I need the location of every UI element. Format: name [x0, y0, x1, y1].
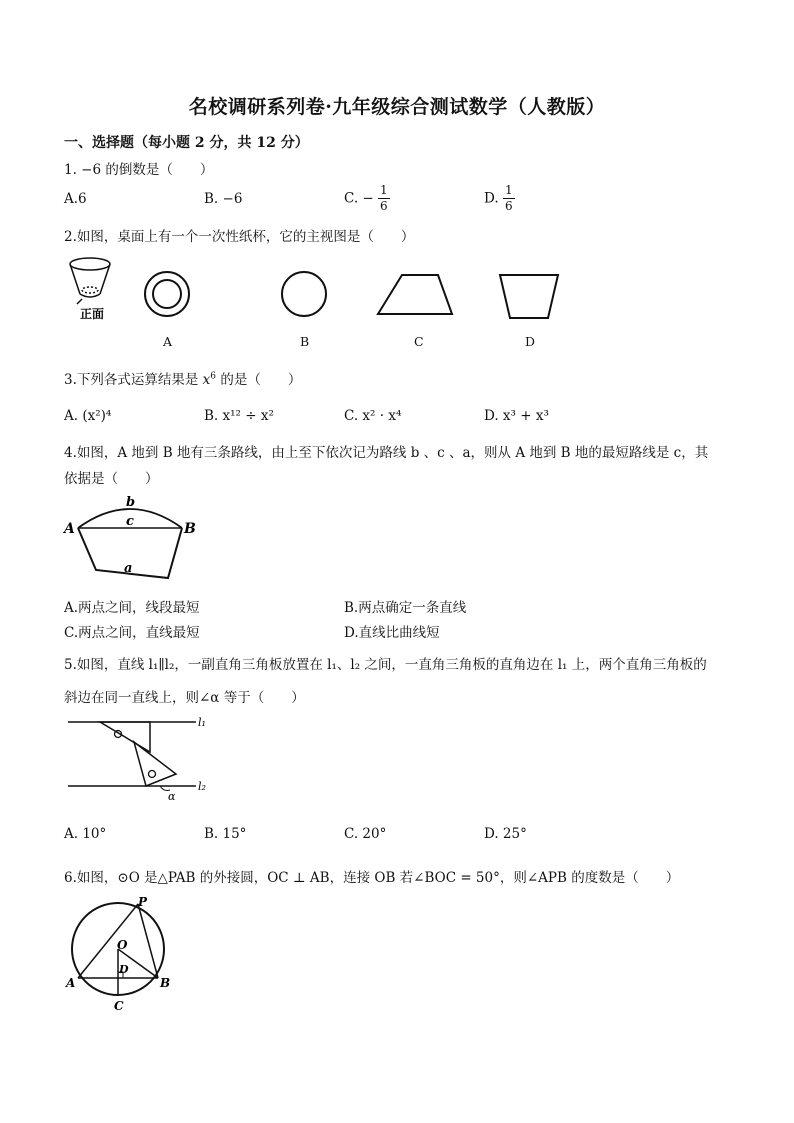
q1-stem: 1. −6 的倒数是（ ） [64, 162, 214, 178]
q4-stem-line2: 依据是（ ） [64, 471, 159, 487]
q1-option-c [344, 183, 390, 214]
q6-point-b: B [160, 976, 171, 990]
q4-option-a: A.两点之间，线段最短 [64, 600, 200, 616]
q4-route-a: a [124, 561, 133, 576]
q2-label-a: A [163, 334, 173, 349]
q1-option-c-label: C. − [344, 190, 374, 207]
q1-option-d-label: D. [484, 190, 503, 207]
q5-line-l2: l₂ [198, 780, 206, 793]
q5-option-c: C. 20° [344, 826, 387, 842]
q3-option-a: A. (x²)⁴ [64, 408, 112, 424]
cup-front-label: 正面 [80, 307, 105, 321]
q3-stem-exp: 6 [210, 371, 217, 382]
page-title: 名校调研系列卷·九年级综合测试数学（人教版） [188, 96, 606, 118]
q3-stem-post: 的是（ ） [216, 372, 302, 388]
q2-label-b: B [300, 334, 310, 349]
q2-label-d: D [525, 334, 536, 349]
q5-option-d: D. 25° [484, 826, 527, 842]
view-d-icon [500, 275, 558, 318]
q6-point-d: D [119, 963, 129, 976]
q6-figure [60, 894, 180, 1018]
q5-figure [60, 712, 220, 802]
q4-option-c: C.两点之间，直线最短 [64, 625, 200, 641]
q6-stem: 6.如图，⊙O 是△PAB 的外接圆，OC ⊥ AB，连接 OB 若∠BOC = 50°，则∠APB 的度数是（ ） [64, 870, 680, 886]
q3-stem-x: x [202, 372, 211, 388]
q5-stem-line1: 5.如图，直线 l₁∥l₂，一副直角三角板放置在 l₁、l₂ 之间，一直角三角板的直角边在 l₁ 上，两个直角三角板的 [64, 657, 707, 673]
q6-point-p: P [138, 895, 148, 909]
q4-stem-line1: 4.如图，A 地到 B 地有三条路线，由上至下依次记为路线 b 、c 、a，则从 A 地到 B 地的最短路线是 c，其 [64, 445, 709, 461]
q6-point-o: O [117, 938, 128, 952]
q5-stem-line2: 斜边在同一直线上，则∠α 等于（ ） [64, 690, 305, 706]
q4-route-c: c [126, 514, 134, 529]
q1-option-b: B. −6 [204, 191, 243, 207]
q2-figure [60, 252, 560, 352]
q4-point-a: A [64, 521, 75, 537]
q3-option-b: B. x¹² ÷ x² [204, 408, 274, 424]
q4-point-b: B [184, 521, 196, 537]
q5-angle-alpha: α [168, 790, 176, 802]
q1-option-d-fraction: $\frac{1}{6}$ [504, 183, 513, 213]
section-heading: 一、选择题（每小题 2 分，共 12 分） [64, 135, 309, 151]
q1-option-a: A.6 [64, 191, 87, 207]
q3-option-d: D. x³ + x³ [484, 408, 549, 424]
q1-option-d [484, 183, 515, 214]
q4-route-b: b [126, 495, 136, 510]
view-c-icon [378, 275, 452, 314]
q6-point-c: C [114, 999, 124, 1013]
q5-line-l1: l₁ [198, 716, 206, 729]
q4-option-b: B.两点确定一条直线 [344, 600, 467, 616]
q5-option-a: A. 10° [64, 826, 107, 842]
view-a-icon [145, 272, 189, 316]
q1-option-c-fraction: $\frac{1}{6}$ [380, 183, 388, 213]
q3-stem [64, 368, 301, 388]
q4-option-d: D.直线比曲线短 [344, 625, 440, 641]
q2-stem: 2.如图，桌面上有一个一次性纸杯，它的主视图是（ ） [64, 229, 415, 245]
cup-image [70, 258, 110, 304]
q3-option-c: C. x² · x⁴ [344, 408, 402, 424]
q2-label-c: C [414, 334, 424, 349]
q5-option-b: B. 15° [204, 826, 247, 842]
q4-figure [60, 492, 210, 584]
q3-stem-pre: 3.下列各式运算结果是 [64, 372, 203, 388]
view-b-icon [282, 272, 326, 316]
q6-point-a: A [66, 976, 76, 990]
